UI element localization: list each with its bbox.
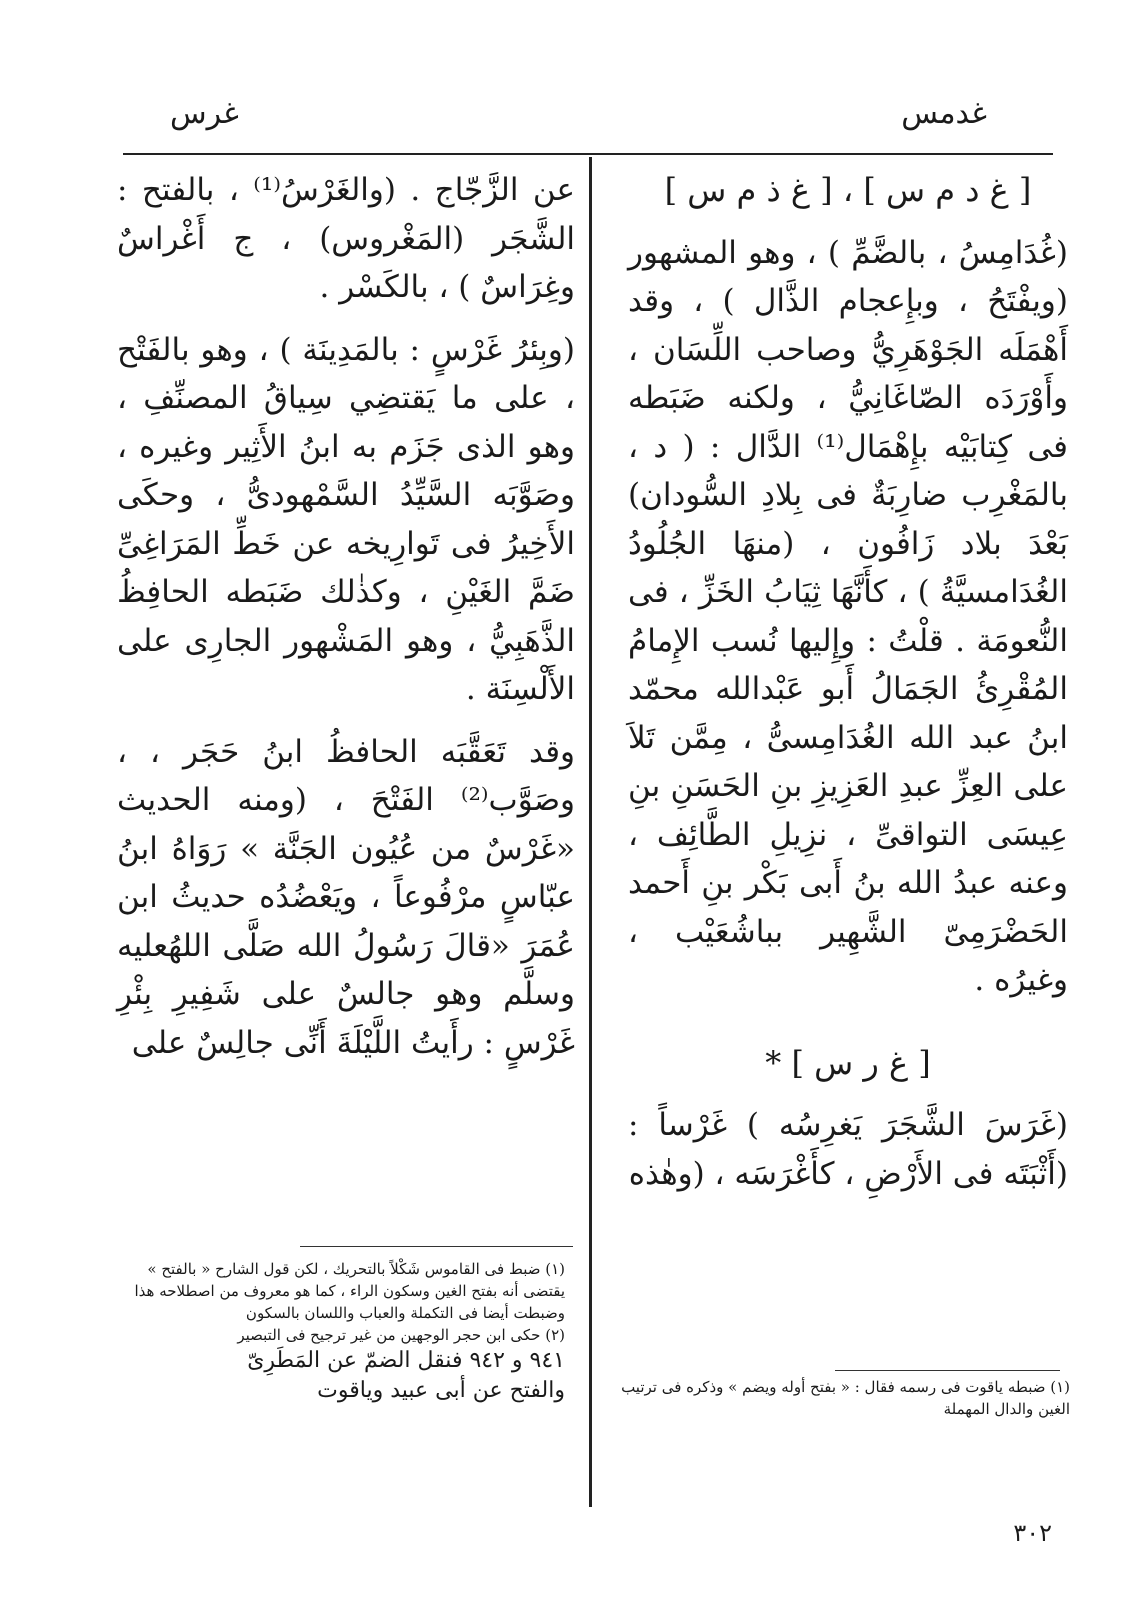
footnote-rule-left (300, 1246, 573, 1247)
entry-text-gharsa: عن الزَّجّاج . (والغَرْسُ⁽¹⁾ ، بالفتح : الشَّجَر (المَغْروس) ، ج أَغْراسٌ وغِرَاسٌ ) ، بالكَسْر . (117, 172, 575, 305)
footnote-left-1: (١) ضبط فى القاموس شَكْلاً بالتحريك ، لكن قول الشارح « بالفتح » يقتضى أنه بفتح الغين وسكون الراء ، كما هو معروف من اصطلاحه هذا وضبطت أيضا فى التكملة والعباب واللسان بالسكون (134, 1260, 565, 1322)
header-left-title: غرس (170, 96, 239, 131)
footnote-left-2-cont1: ٩٤١ و ٩٤٢ فنقل الضمّ عن المَطَرِىّ (247, 1348, 565, 1373)
footnotes-right (620, 1376, 1070, 1420)
footnotes-left (117, 1258, 565, 1406)
right-column (628, 166, 1068, 1212)
entry-heading-ghrs: [ غ ر س ] * (765, 1043, 931, 1082)
footnote-right-1: (١) ضبطه ياقوت فى رسمه فقال : « بفتح أوله ويضم » وذكره فى ترتيب الغين والدال المهملة (621, 1378, 1070, 1418)
entry-text-bir-ghars: (وبِئرُ غَرْسٍ : بالمَدِينَة ) ، وهو بالفَتْح ، على ما يَقتضِي سِياقُ المصنِّفِ ، وهو الذى جَزَم به ابنُ الأَثِير وغيره ، وصَوَّبَه السَّيِّدُ السَّمْهودىُّ ، وحكَى الأَخِيرُ فى تَوارِيخه عن خَطِّ المَرَاغِىِّ ضَمَّ الغَيْنِ ، وكذٰلك ضَبَطه الحافِظُ الذَّهَبِيُّ ، وهو المَشْهور الجارِى على الأَلْسِنَة . (117, 331, 575, 707)
footnote-left-2-cont2: والفتح عن أبى عبيد وياقوت (317, 1378, 565, 1403)
header-rule (123, 153, 1053, 155)
footnote-left-2: (٢) حكى ابن حجر الوجهين من غير ترجيح فى التبصير (237, 1326, 565, 1344)
entry-text-gharasa: (غَرَسَ الشَّجَرَ يَغرِسُه ) غَرْساً : (أَثْبَتَه فى الأَرْضِ ، كأَغْرَسَه ، (وهٰذه (628, 1107, 1068, 1192)
page-number: ٣٠٢ (1013, 1519, 1052, 1547)
entry-text-ghadames: (غُدَامِسُ ، بالضَّمِّ ) ، وهو المشهور (ويفْتَحُ ، وبإِعجام الذَّال ) ، وقد أَهْمَلَه الجَوْهَرِيُّ وصاحب اللِّسَان ، وأَوْرَدَه الصّاغَانِيُّ ، ولكنه ضَبَطه فى كِتابَيْه بإِهْمَال⁽¹⁾ الدَّال : ( د ، بالمَغْرِب ضارِبَةٌ فى بِلادِ السُّودان) بَعْدَ بلاد زَافُون ، (منهَا الجُلُودُ الغُدَامسيَّةُ ) ، كأَنَّهَا ثِيَابُ الخَزِّ ، فى النُّعومَة . قلْتُ : وإِليها نُسب الإِمامُ المُقْرِئُ الجَمَالُ أَبو عَبْدالله محمّد ابنُ عبد الله الغُدَامِسىُّ ، مِمَّن تَلاَ على العِزِّ عبدِ العَزِيزِ بنِ الحَسَنِ بنِ عِيسَى التواقىِّ ، نزِيلِ الطَّائِف ، وعنه عبدُ الله بنُ أَبى بَكْر بنِ أَحمد الحَضْرَمِىّ الشَّهِير بباشُعَيْب ، وغيرُه . (628, 234, 1069, 998)
entry-heading-ghdms: [ غ د م س ] ، [ غ ذ م س ] (664, 171, 1032, 209)
header-right-title: غدمس (901, 96, 987, 131)
entry-text-hadith: وقد تَعَقَّبَه الحافظُ ابنُ حَجَر ، ، وصَوَّب⁽²⁾ الفَتْحَ ، (ومنه الحديث «غَرْسٌ من عُيُون الجَنَّة » رَوَاهُ ابنُ عبّاسٍ مرْفُوعاً ، ويَعْضُدُه حديثُ ابن عُمَرَ «قالَ رَسُولُ الله صَلَّى اللهُعليه وسلَّم وهو جالسٌ على شَفِيرِ بِئْرِ غَرْسٍ : رأَيتُ اللَّيْلَةَ أَنِّى جالِسٌ على (117, 733, 575, 1061)
footnote-rule-right (835, 1370, 1060, 1371)
left-column (117, 166, 575, 1081)
column-divider (589, 157, 592, 1507)
